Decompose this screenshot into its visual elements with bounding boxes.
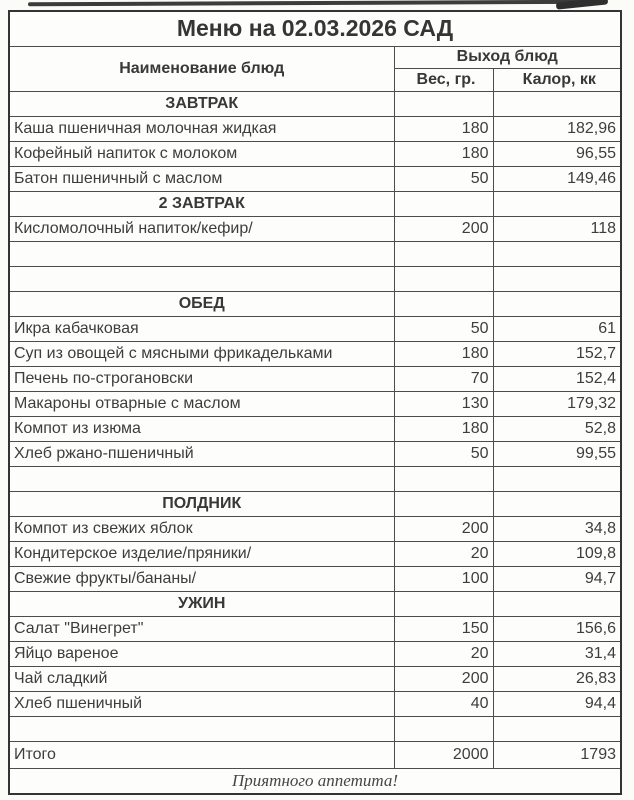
dish-calories: 61 bbox=[493, 316, 621, 341]
section-row bbox=[9, 491, 621, 516]
dish-name: Кисломолочный напиток/кефир/ bbox=[9, 216, 394, 241]
dish-weight: 50 bbox=[394, 441, 493, 466]
dish-row bbox=[9, 141, 621, 166]
dish-name: Икра кабачковая bbox=[9, 316, 394, 341]
dish-name: Батон пшеничный с маслом bbox=[9, 166, 394, 191]
dish-weight: 180 bbox=[394, 341, 493, 366]
dish-calories: 94,7 bbox=[493, 566, 621, 591]
dish-name: Компот из свежих яблок bbox=[9, 516, 394, 541]
dish-weight: 200 bbox=[394, 216, 493, 241]
dish-name: Кондитерское изделие/пряники/ bbox=[9, 541, 394, 566]
section-label: 2 ЗАВТРАК bbox=[9, 191, 394, 216]
footer-row bbox=[9, 768, 621, 794]
empty-row bbox=[9, 466, 621, 491]
empty-calories-cell bbox=[493, 716, 621, 741]
section-row bbox=[9, 191, 621, 216]
dish-name: Каша пшеничная молочная жидкая bbox=[9, 116, 394, 141]
column-header-output-group: Выход блюд bbox=[394, 46, 621, 68]
dish-calories: 34,8 bbox=[493, 516, 621, 541]
dish-calories: 156,6 bbox=[493, 616, 621, 641]
dish-row bbox=[9, 541, 621, 566]
dish-calories: 152,4 bbox=[493, 366, 621, 391]
footer-message: Приятного аппетита! bbox=[9, 768, 621, 794]
dish-name: Хлеб ржано-пшеничный bbox=[9, 441, 394, 466]
column-header-weight: Вес, гр. bbox=[394, 68, 493, 91]
dish-row bbox=[9, 316, 621, 341]
dish-weight: 50 bbox=[394, 166, 493, 191]
dish-row bbox=[9, 341, 621, 366]
section-row bbox=[9, 91, 621, 116]
dish-row bbox=[9, 391, 621, 416]
dish-calories: 182,96 bbox=[493, 116, 621, 141]
scan-artifact-line bbox=[28, 0, 606, 6]
dish-weight: 70 bbox=[394, 366, 493, 391]
empty-calories-cell bbox=[493, 191, 621, 216]
dish-name: Печень по-строгановски bbox=[9, 366, 394, 391]
dish-calories: 109,8 bbox=[493, 541, 621, 566]
empty-weight-cell bbox=[394, 716, 493, 741]
dish-calories: 52,8 bbox=[493, 416, 621, 441]
empty-calories-cell bbox=[493, 466, 621, 491]
dish-row bbox=[9, 366, 621, 391]
section-label: ЗАВТРАК bbox=[9, 91, 394, 116]
total-row bbox=[9, 741, 621, 768]
dish-weight: 20 bbox=[394, 641, 493, 666]
dish-row bbox=[9, 691, 621, 716]
dish-name: Кофейный напиток с молоком bbox=[9, 141, 394, 166]
section-label: ПОЛДНИК bbox=[9, 491, 394, 516]
empty-weight-cell bbox=[394, 466, 493, 491]
empty-weight-cell bbox=[394, 291, 493, 316]
dish-name: Хлеб пшеничный bbox=[9, 691, 394, 716]
dish-name: Чай сладкий bbox=[9, 666, 394, 691]
column-header-name: Наименование блюд bbox=[9, 46, 394, 91]
empty-name-cell bbox=[9, 241, 394, 266]
section-label: ОБЕД bbox=[9, 291, 394, 316]
menu-title: Меню на 02.03.2026 САД bbox=[9, 11, 621, 46]
dish-row bbox=[9, 566, 621, 591]
dish-calories: 152,7 bbox=[493, 341, 621, 366]
empty-row bbox=[9, 266, 621, 291]
dish-calories: 26,83 bbox=[493, 666, 621, 691]
dish-name: Суп из овощей с мясными фрикадельками bbox=[9, 341, 394, 366]
dish-weight: 180 bbox=[394, 141, 493, 166]
dish-row bbox=[9, 216, 621, 241]
dish-weight: 130 bbox=[394, 391, 493, 416]
dish-name: Компот из изюма bbox=[9, 416, 394, 441]
empty-weight-cell bbox=[394, 266, 493, 291]
empty-calories-cell bbox=[493, 491, 621, 516]
dish-calories: 149,46 bbox=[493, 166, 621, 191]
dish-row bbox=[9, 441, 621, 466]
section-row bbox=[9, 591, 621, 616]
empty-calories-cell bbox=[493, 591, 621, 616]
section-row bbox=[9, 291, 621, 316]
empty-weight-cell bbox=[394, 491, 493, 516]
dish-weight: 40 bbox=[394, 691, 493, 716]
dish-weight: 180 bbox=[394, 116, 493, 141]
empty-weight-cell bbox=[394, 591, 493, 616]
dish-name: Яйцо вареное bbox=[9, 641, 394, 666]
empty-calories-cell bbox=[493, 266, 621, 291]
empty-calories-cell bbox=[493, 91, 621, 116]
dish-row bbox=[9, 416, 621, 441]
dish-name: Свежие фрукты/бананы/ bbox=[9, 566, 394, 591]
dish-row bbox=[9, 166, 621, 191]
dish-calories: 94,4 bbox=[493, 691, 621, 716]
empty-row bbox=[9, 241, 621, 266]
empty-name-cell bbox=[9, 266, 394, 291]
empty-name-cell bbox=[9, 716, 394, 741]
empty-calories-cell bbox=[493, 291, 621, 316]
dish-row bbox=[9, 666, 621, 691]
dish-row bbox=[9, 641, 621, 666]
dish-name: Салат "Винегрет" bbox=[9, 616, 394, 641]
section-label: УЖИН bbox=[9, 591, 394, 616]
scan-artifact-corner bbox=[556, 0, 608, 10]
menu-table bbox=[8, 10, 622, 795]
dish-weight: 200 bbox=[394, 516, 493, 541]
title-row bbox=[9, 11, 621, 46]
dish-weight: 180 bbox=[394, 416, 493, 441]
dish-name: Макароны отварные с маслом bbox=[9, 391, 394, 416]
dish-calories: 99,55 bbox=[493, 441, 621, 466]
dish-calories: 118 bbox=[493, 216, 621, 241]
menu-body bbox=[9, 91, 621, 741]
dish-weight: 100 bbox=[394, 566, 493, 591]
dish-weight: 50 bbox=[394, 316, 493, 341]
empty-weight-cell bbox=[394, 191, 493, 216]
header-row-group bbox=[9, 46, 621, 68]
dish-calories: 179,32 bbox=[493, 391, 621, 416]
empty-weight-cell bbox=[394, 91, 493, 116]
dish-calories: 31,4 bbox=[493, 641, 621, 666]
total-label: Итого bbox=[9, 741, 394, 768]
empty-row bbox=[9, 716, 621, 741]
dish-weight: 150 bbox=[394, 616, 493, 641]
dish-row bbox=[9, 516, 621, 541]
dish-row bbox=[9, 116, 621, 141]
dish-calories: 96,55 bbox=[493, 141, 621, 166]
empty-weight-cell bbox=[394, 241, 493, 266]
column-header-calories: Калор, кк bbox=[493, 68, 621, 91]
empty-name-cell bbox=[9, 466, 394, 491]
empty-calories-cell bbox=[493, 241, 621, 266]
total-calories: 1793 bbox=[493, 741, 621, 768]
dish-weight: 20 bbox=[394, 541, 493, 566]
total-weight: 2000 bbox=[394, 741, 493, 768]
dish-row bbox=[9, 616, 621, 641]
dish-weight: 200 bbox=[394, 666, 493, 691]
